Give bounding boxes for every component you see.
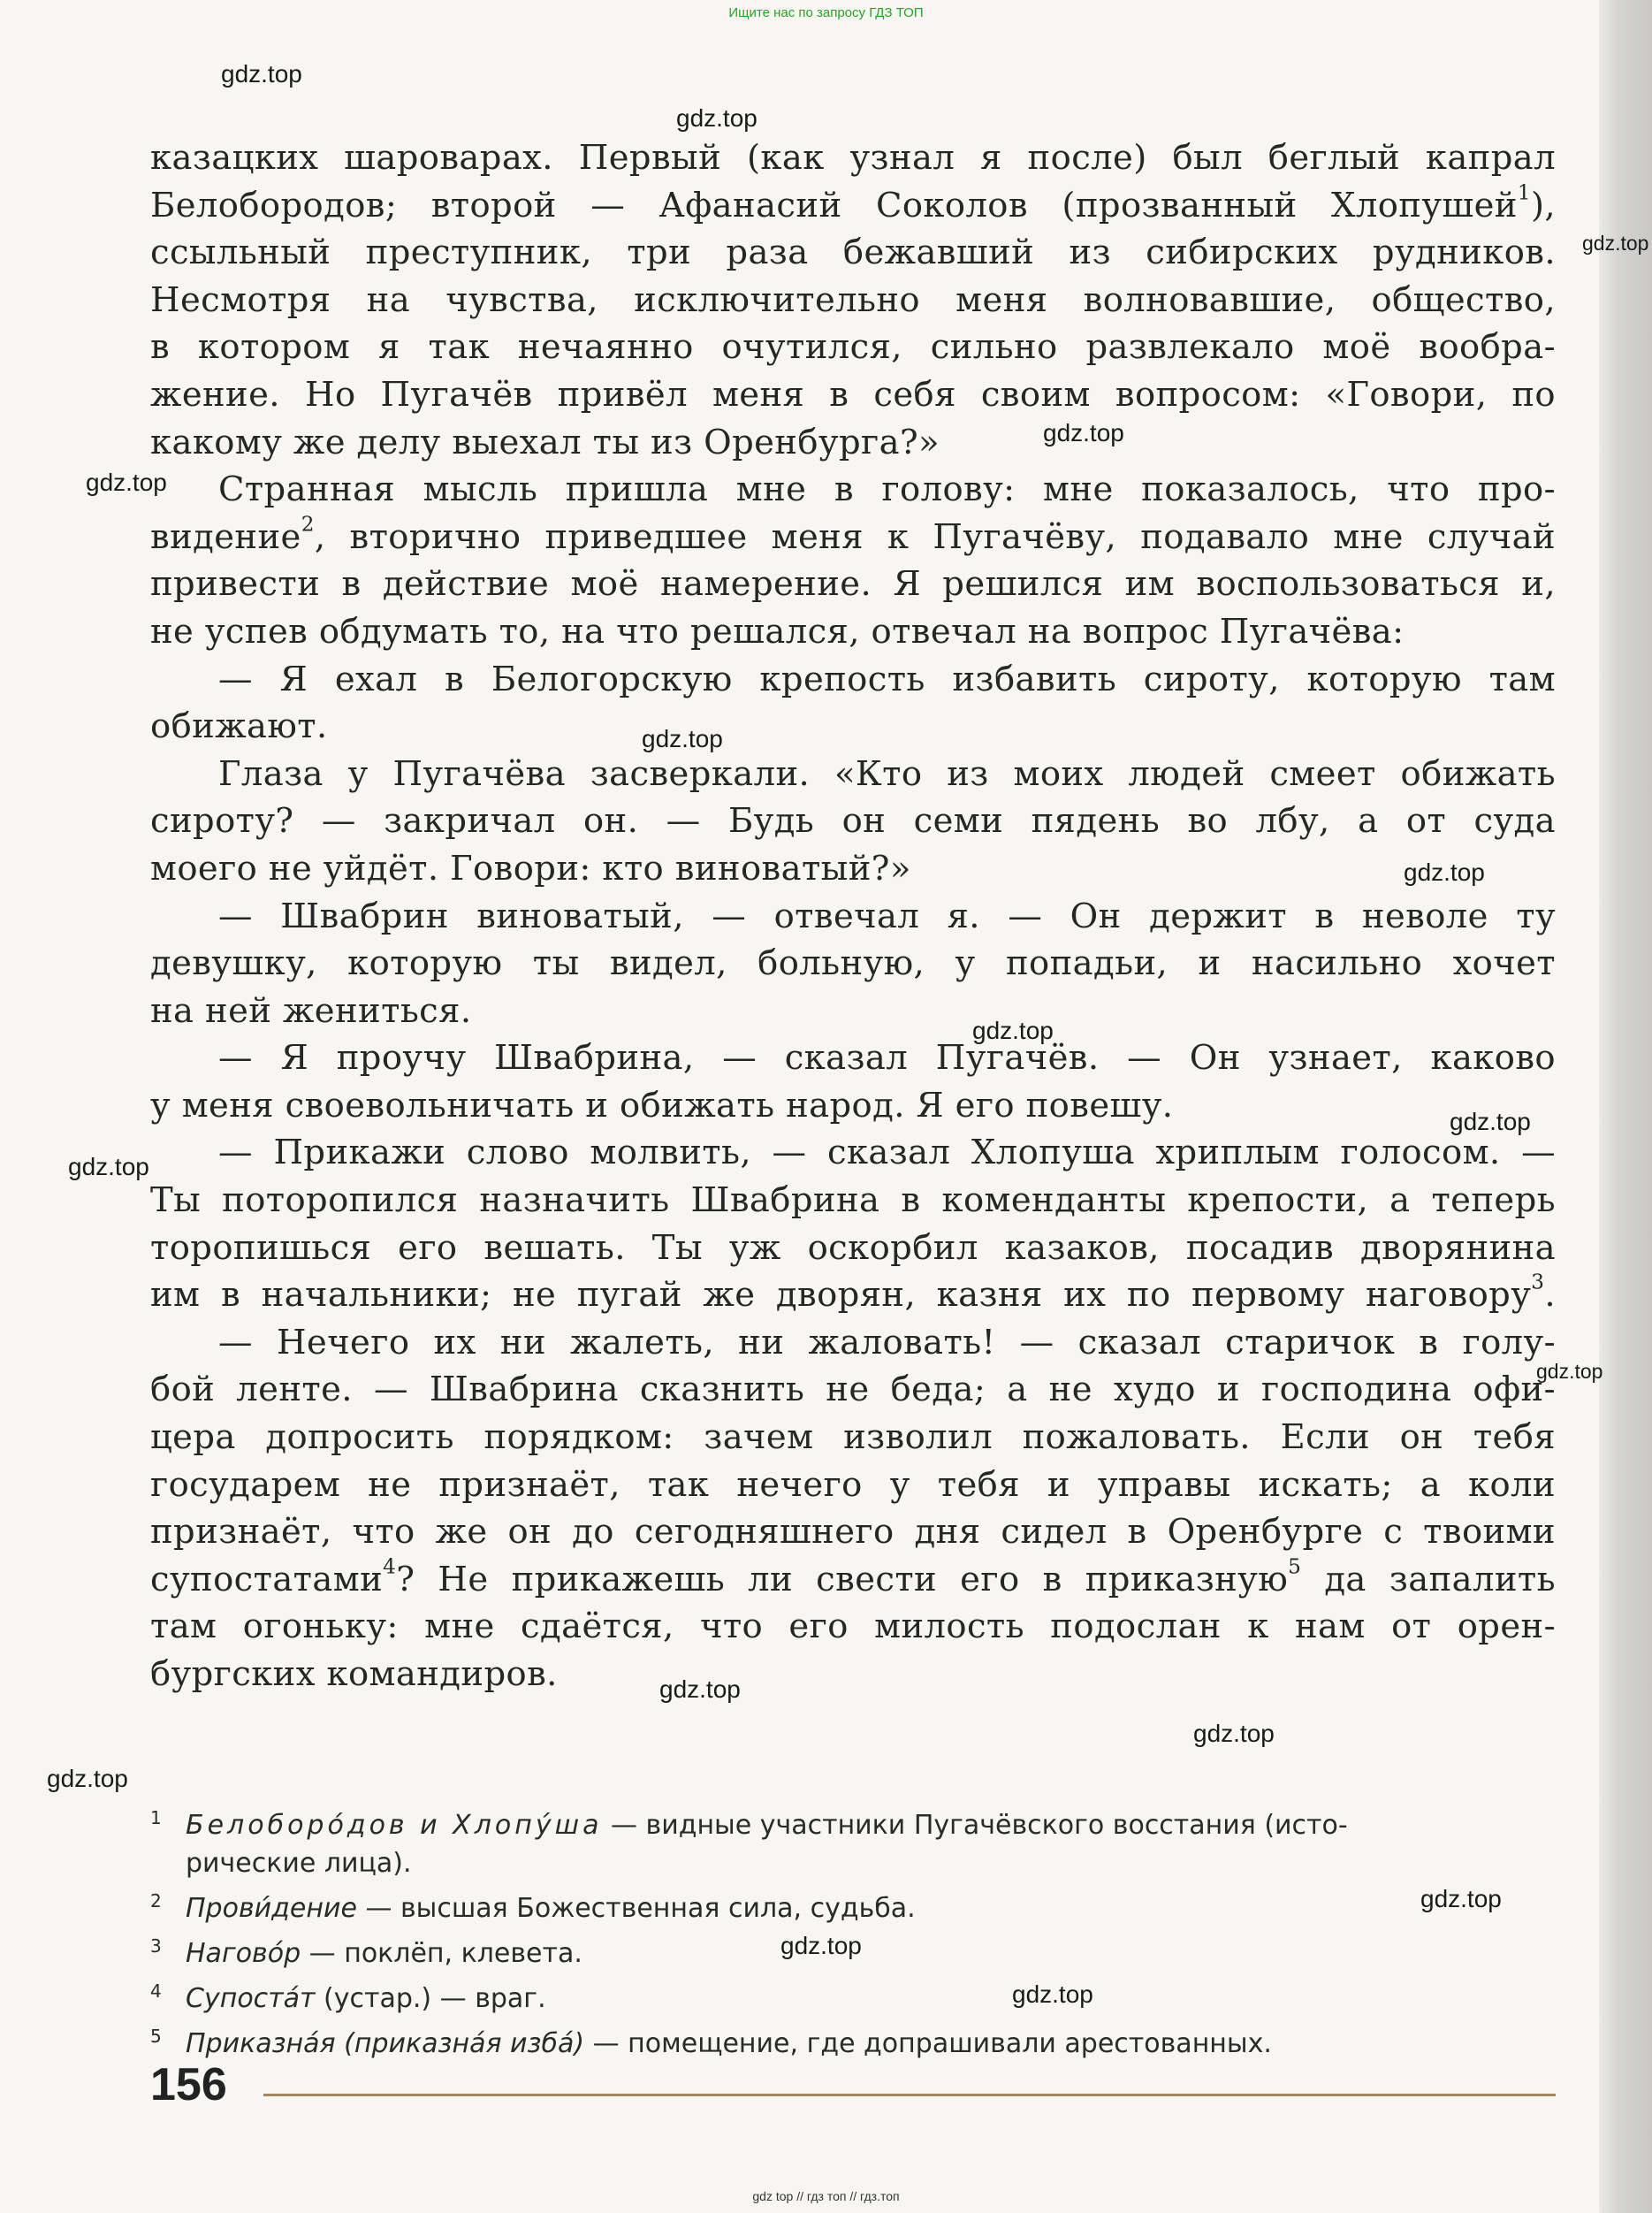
text-line: — Я ехал в Белогорскую крепость избавить сироту, которую там [218, 659, 1556, 699]
footnote-text: — помещение, где допрашивали арестованных. [584, 2028, 1272, 2059]
watermark: gdz.top [676, 104, 757, 132]
text-line: сироту? — закричал он. — Будь он семи пядень во лбу, а от суда [150, 801, 1556, 842]
footnote-mark: 1 [1517, 180, 1531, 204]
text-line: Странная мысль пришла мне в голову: мне показалось, что про- [218, 469, 1556, 510]
page-number: 156 [150, 2059, 227, 2110]
text-line: Белобородов; второй — Афанасий Соколов (прозванный Хлопушей$^1$), [150, 180, 1556, 225]
watermark: gdz.top [47, 1765, 128, 1792]
footnote-item [150, 2018, 1556, 2063]
text-line: девушку, которую ты видел, больную, у попадьи, и насильно хочет [150, 943, 1556, 984]
text-line: на ней жениться. [150, 990, 472, 1031]
text-line: им в начальники; не пугай же дворян, казня их по первому наговору$^3$. [150, 1271, 1556, 1316]
text-line: Несмотря на чувства, исключительно меня волновавшие, общество, [150, 279, 1556, 320]
footnote-number: 4 [150, 1980, 162, 2002]
footnote-number: 5 [150, 2026, 162, 2047]
watermark: gdz.top [780, 1932, 862, 1959]
text-line: признаёт, что же он до сегодняшнего дня сидел в Оренбурге с твоими [150, 1512, 1556, 1553]
footnote-text: — поклёп, клевета. [301, 1938, 582, 1969]
text-line: видение$^2$, вторично приведшее меня к Пугачёву, подавало мне случай [150, 513, 1556, 557]
footnote-item [150, 1882, 1556, 1927]
footnote-text: — высшая Божественная сила, судьба. [356, 1893, 916, 1924]
footnote-mark: 5 [1288, 1555, 1302, 1579]
text-line: казацких шароварах. Первый (как узнал я после) был беглый капрал [150, 138, 1556, 178]
footnote-term: Наговóр [186, 1938, 301, 1969]
top-banner[interactable]: Ищите нас по запросу ГДЗ ТОП [728, 5, 924, 20]
watermark: gdz.top [1420, 1885, 1502, 1912]
text-line: — Нечего их ни жалеть, ни жаловать! — сказал старичок в голу- [218, 1322, 1556, 1362]
text-line: в котором я так нечаянно очутился, сильно развлекало моё вообра- [150, 327, 1556, 368]
bottom-banner[interactable]: gdz top // гдз топ // гдз.топ [752, 2189, 900, 2203]
footnote-item [150, 1973, 1556, 2018]
text-line: какому же делу выехал ты из Оренбурга?» [150, 422, 940, 462]
text-line: не успев обдумать то, на что решался, отвечал на вопрос Пугачёва: [150, 611, 1405, 652]
text-line: бой ленте. — Швабрина сказнить не беда; а не худо и господина офи- [150, 1370, 1556, 1410]
watermark: gdz.top [1012, 1980, 1093, 2008]
watermark: gdz.top [1193, 1720, 1275, 1747]
footnotes [150, 1799, 1556, 2063]
footnote-term: Белоборо́дов и Хлопу́ша [186, 1810, 603, 1841]
watermark: gdz.top [86, 469, 167, 496]
text-line: ссыльный преступник, три раза бежавший из сибирских рудников. [150, 233, 1556, 273]
text-line: там огоньку: мне сдаётся, что его милость подослан к нам от орен- [150, 1606, 1556, 1647]
text-line: жение. Но Пугачёв привёл меня в себя своим вопросом: «Говори, по [150, 374, 1556, 415]
footnote-mark: 3 [1531, 1271, 1545, 1294]
watermark: gdz.top [1043, 419, 1124, 446]
footnote-term: Супостáт [186, 1983, 316, 2014]
text-line: Глаза у Пугачёва засверкали. «Кто из моих людей смеет обижать [218, 753, 1556, 794]
footnote-item [150, 1799, 1556, 1844]
footnote-text: (устар.) — враг. [315, 1983, 546, 2014]
text-line: моего не уйдёт. Говори: кто виноватый?» [150, 848, 911, 889]
watermark: gdz.top [972, 1017, 1054, 1044]
text-line: Ты поторопился назначить Швабрина в коменданты крепости, а теперь [150, 1180, 1556, 1221]
watermark: gdz.top [659, 1675, 741, 1703]
footnote-number: 2 [150, 1890, 162, 1912]
text-line: цера допросить порядком: зачем изволил пожаловать. Если он тебя [150, 1417, 1556, 1458]
text-line: бургских командиров. [150, 1654, 558, 1694]
text-line: обижают. [150, 706, 328, 747]
footnote-mark: 4 [383, 1555, 397, 1579]
watermark: gdz.top [1404, 858, 1485, 886]
text-line: — Швабрин виноватый, — отвечал я. — Он держит в неволе ту [218, 896, 1556, 936]
text-line: — Я проучу Швабрина, — сказал Пугачёв. — Он узнает, каково [218, 1038, 1556, 1079]
watermark: gdz.top [221, 60, 302, 88]
watermark: gdz.top [1582, 232, 1649, 255]
body-text [150, 134, 1556, 1698]
text-line: государем не признаёт, так нечего у тебя и управы искать; а коли [150, 1464, 1556, 1505]
text-line: супостатами$^4$? Не прикажешь ли свести его в приказную$^5$ да запалить [150, 1555, 1556, 1599]
watermark: gdz.top [1536, 1360, 1603, 1383]
footnote-number: 3 [150, 1935, 162, 1957]
watermark: gdz.top [68, 1153, 149, 1180]
text-line: торопишься его вешать. Ты уж оскорбил казаков, посадив дворянина [150, 1227, 1556, 1268]
watermark: gdz.top [642, 725, 723, 752]
text-line: — Прикажи слово молвить, — сказал Хлопуша хриплым голосом. — [218, 1133, 1556, 1173]
footnote-term: Прови́дение [186, 1893, 357, 1924]
footnote-continuation: рические лица). [186, 1848, 412, 1879]
scan-edge-shadow [1599, 0, 1652, 2213]
text-line: у меня своевольничать и обижать народ. Я его повешу. [150, 1085, 1174, 1126]
footnote-text: — видные участники Пугачёвского восстания (исто- [602, 1810, 1348, 1841]
footnote-number: 1 [150, 1807, 162, 1828]
watermark: gdz.top [1450, 1108, 1531, 1135]
text-line: привести в действие моё намерение. Я решился им воспользоваться и, [150, 564, 1556, 605]
footnote-term: Приказнáя (приказнáя избá) [186, 2028, 585, 2059]
page-rule [263, 2094, 1556, 2096]
footnote-mark: 2 [301, 513, 315, 537]
footnote-item [150, 1927, 1556, 1973]
